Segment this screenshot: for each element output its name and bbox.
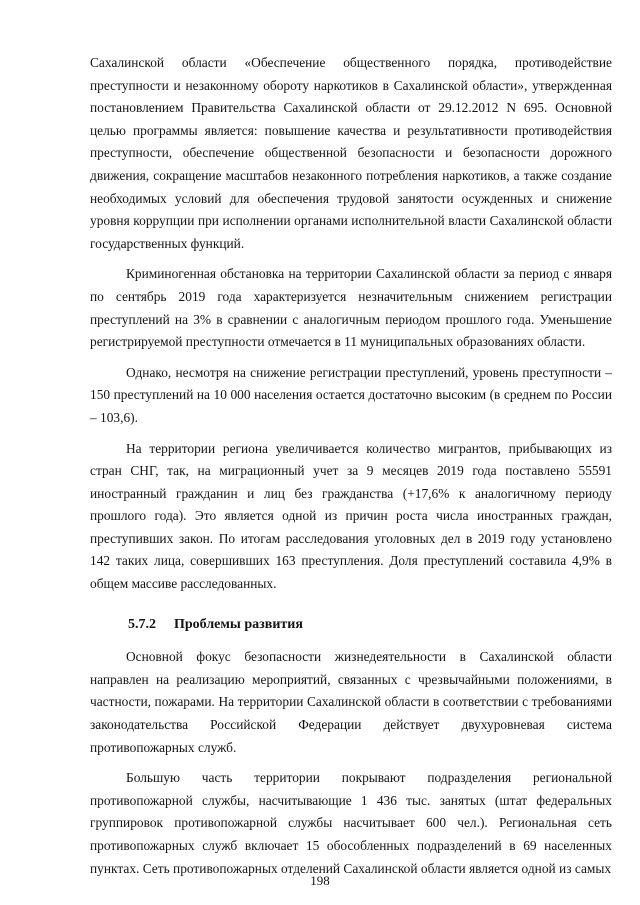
- section-title: Проблемы развития: [174, 616, 303, 632]
- paragraph: Большую часть территории покрывают подразделения региональной противопожарной службы, насчитывающие 1 436 тыс. занятых (штат федеральных группировок противопожарной службы насчитывает 600 чел.). Региональная сеть противопожарных служб включает 15 обособленных подразделений в 69 населенных пунктах. Сеть противопожарных отделений Сахалинской области является одной из самых: [90, 770, 612, 876]
- paragraph: Основной фокус безопасности жизнедеятельности в Сахалинской области направлен на реализацию мероприятий, связанных с чрезвычайными положениями, в частности, пожарами. На территории Сахалинской области в соответствии с требованиями законодательства Российской Федерации действует двухуровневая система противопожарных служб.: [90, 649, 612, 755]
- section-number: 5.7.2: [128, 616, 156, 632]
- paragraph: Однако, несмотря на снижение регистрации преступлений, уровень преступности – 150 преступлений на 10 000 населения остается достаточно высоким (в среднем по России – 103,6).: [90, 364, 612, 425]
- page-number: 198: [310, 873, 330, 888]
- paragraph: На территории региона увеличивается количество мигрантов, прибывающих из стран СНГ, так, на миграционный учет за 9 месяцев 2019 года поставлено 55591 иностранный гражданин и лиц без гражданства (+17,6% к аналогичному периоду прошлого года). Это является одной из причин роста числа иностранных граждан, преступивших закон. По итогам расследования уголовных дел в 2019 году установлено 142 таких лица, совершивших 163 преступления. Доля преступлений составила 4,9% в общем массиве расследованных.: [90, 440, 612, 592]
- page-body: [90, 52, 612, 888]
- paragraph: Криминогенная обстановка на территории Сахалинской области за период с января по сентябрь 2019 года характеризуется незначительным снижением регистрации преступлений на 3% в сравнении с аналогичным периодом прошлого года. Уменьшение регистрируемой преступности отмечается в 11 муниципальных образованиях области.: [90, 266, 612, 350]
- paragraph: Сахалинской области «Обеспечение общественного порядка, противодействие преступности и незаконному обороту наркотиков в Сахалинской области», утвержденная постановлением Правительства Сахалинской области от 29.12.2012 N 695. Основной целью программы является: повышение качества и результативности противодействия преступности, обеспечение общественной безопасности и безопасности дорожного движения, сокращение масштабов незаконного потребления наркотиков, а также создание необходимых условий для обеспечения трудовой занятости осужденных и снижение уровня коррупции при исполнении органами исполнительной власти Сахалинской области государственных функций.: [90, 55, 612, 251]
- section-heading: [90, 614, 612, 637]
